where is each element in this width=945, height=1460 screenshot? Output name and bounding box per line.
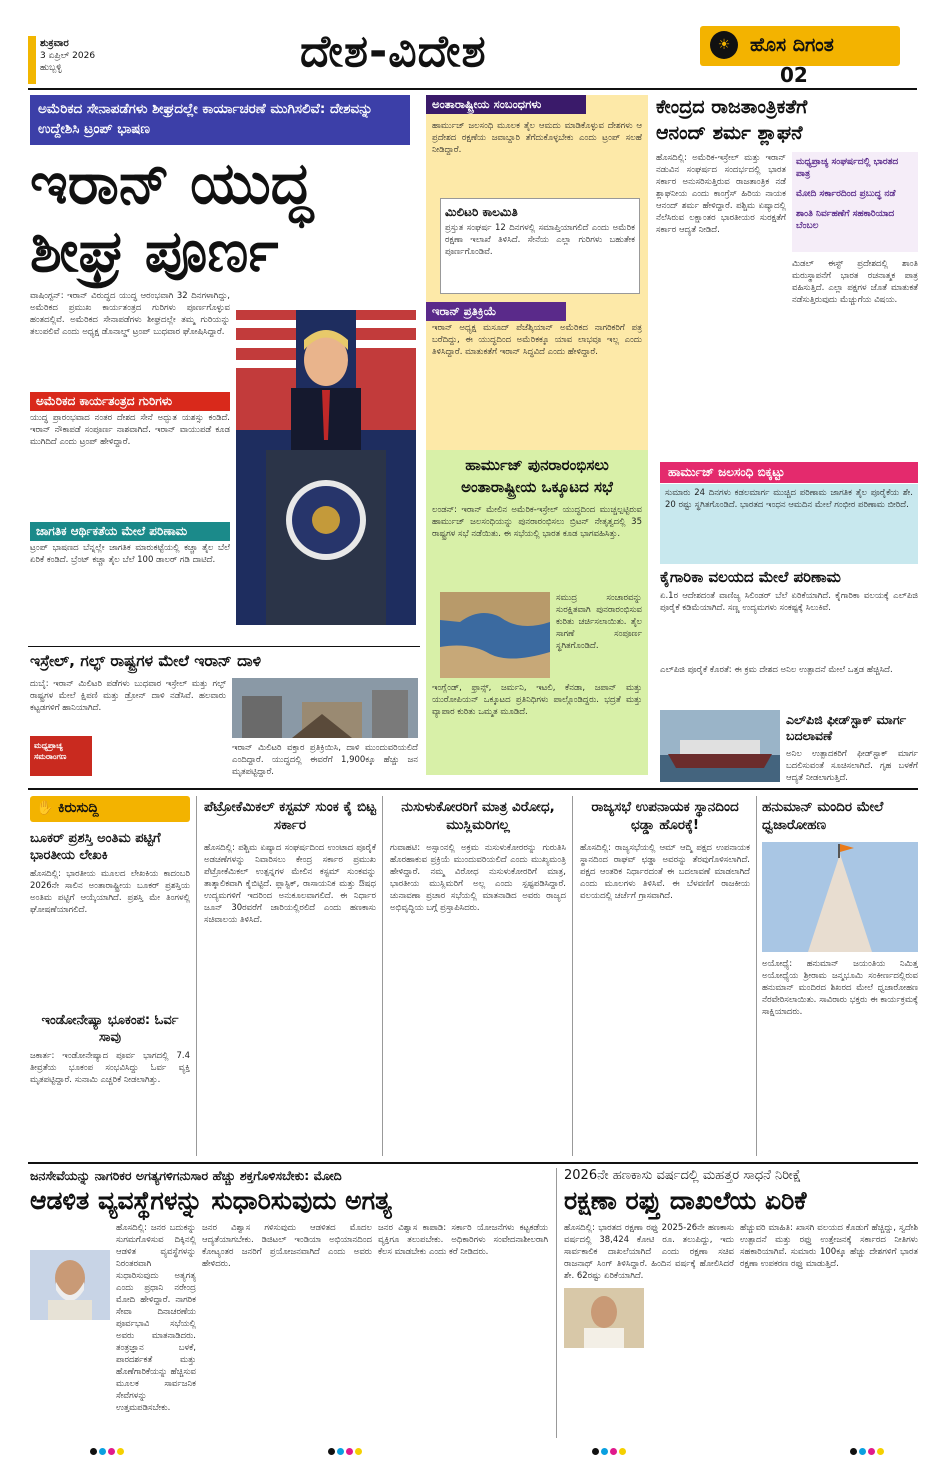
consul-bullet-1: ಮಧ್ಯಪ್ರಾಚ್ಯ ಸಂಘರ್ಷದಲ್ಲಿ ಭಾರತದ ಪಾತ್ರ	[796, 157, 899, 179]
lead-subhead-goals: ಅಮೆರಿಕದ ಕಾರ್ಯತಂತ್ರದ ಗುರಿಗಳು	[30, 392, 230, 411]
briefs-label: ಕಿರುಸುದ್ದಿ	[58, 800, 99, 816]
brief-1-text: ಹೊಸದಿಲ್ಲಿ: ಭಾರತೀಯ ಮೂಲದ ಲೇಖಕಿಯ ಕಾದಂಬರಿ 2026ನೇ ಸಾಲಿನ ಅಂತಾರಾಷ್ಟ್ರೀಯ ಬೂಕರ್ ಪ್ರಶಸ್ತಿಯ ಅಂತಿಮ ಪಟ್ಟಿಗೆ ಆಯ್ಕೆಯಾಗಿದೆ. ಪ್ರಶಸ್ತಿ ಮೇ ತಿಂಗಳಲ್ಲಿ ಘೋಷಣೆಯಾಗಲಿದೆ.	[30, 869, 190, 915]
rajya-headline: ರಾಜ್ಯಸಭೆ ಉಪನಾಯಕ ಸ್ಥಾನದಿಂದ ಛಡ್ಡಾ ಹೊರಕ್ಕೆ!	[591, 799, 739, 833]
petro-headline: ಪೆಟ್ರೋಕೆಮಿಕಲ್ ಕಸ್ಟಮ್ ಸುಂಕ ಕೈ ಬಿಟ್ಟ ಸರ್ಕಾರ	[204, 799, 376, 833]
brief-1-title: ಬೂಕರ್ ಪ್ರಶಸ್ತಿ ಅಂತಿಮ ಪಟ್ಟಿಗೆ ಭಾರತೀಯ ಲೇಖಕಿ	[30, 831, 161, 863]
israel-text2: ಇರಾನ್ ಮಿಲಿಟರಿ ವಕ್ತಾರ ಪ್ರತಿಕ್ರಿಯಿಸಿ, ದಾಳಿ ಮುಂದುವರಿಯಲಿದೆ ಎಂದಿದ್ದಾರೆ. ಯುದ್ಧದಲ್ಲಿ ಈವರೆಗೆ 1,900ಕ್ಕೂ ಹೆಚ್ಚು ಜನ ಮೃತಪಟ್ಟಿದ್ದಾರೆ.	[232, 743, 418, 777]
hormuz-map-caption: ಸಮುದ್ರ ಸಂಚಾರವನ್ನು ಸುರಕ್ಷಿತವಾಗಿ ಪುನರಾರಂಭಿಸುವ ಕುರಿತು ಚರ್ಚಿಸಲಾಯಿತು. ತೈಲ ಸಾಗಣೆ ಸಂಪೂರ್ಣ ಸ್ಥಗಿತಗೊಂಡಿದೆ.	[556, 593, 642, 651]
intl-tag: ಅಂತಾರಾಷ್ಟ್ರೀಯ ಸಂಬಂಧಗಳು	[426, 95, 586, 114]
strait-text: ಸುಮಾರು 24 ದಿನಗಳು ಕಡಲಮಾರ್ಗ ಮುಚ್ಚಿದ ಪರಿಣಾಮ ಜಾಗತಿಕ ತೈಲ ಪೂರೈಕೆಯ ಶೇ. 20 ರಷ್ಟು ಸ್ಥಗಿತಗೊಂಡಿದೆ. ಭಾರತದ ಇಂಧನ ಆಮದಿನ ಮೇಲೆ ಗಂಭೀರ ಪರಿಣಾಮ ಬೀರಿದೆ.	[665, 488, 913, 510]
military-timeline-text: ಪ್ರಸ್ತುತ ಸಂಘರ್ಷ 12 ದಿನಗಳಲ್ಲಿ ಸಮಾಪ್ತಿಯಾಗಲಿದೆ ಎಂದು ಅಮೆರಿಕ ರಕ್ಷಣಾ ಇಲಾಖೆ ತಿಳಿಸಿದೆ. ಸೇನೆಯ ಎಲ್ಲಾ ಗುರಿಗಳು ಬಹುತೇಕ ಪೂರ್ಣಗೊಂಡಿವೆ.	[445, 223, 635, 257]
briefs-hand-icon: ✋	[36, 800, 54, 816]
registration-dots-2	[328, 1440, 364, 1459]
brief-2-title: ಇಂಡೋನೇಷ್ಯಾ ಭೂಕಂಪ: ಓರ್ವ ಸಾವು	[41, 1013, 179, 1045]
lead-kicker: ಅಮೆರಿಕದ ಸೇನಾಪಡೆಗಳು ಶೀಘ್ರದಲ್ಲೇ ಕಾರ್ಯಾಚರಣೆ ಮುಗಿಸಲಿವೆ: ದೇಶವನ್ನು ಉದ್ದೇಶಿಸಿ ಟ್ರಂಪ್ ಭಾಷಣ	[30, 95, 410, 145]
lpg-feedstock-subhead: ಎಲ್‌ಪಿಜಿ ಫೀಡ್‌ಸ್ಟಾಕ್ ಮಾರ್ಗ ಬದಲಾವಣೆ	[786, 712, 907, 743]
header-accent-bar	[28, 36, 36, 84]
header-date: 3 ಏಪ್ರಿಲ್ 2026	[40, 51, 96, 61]
consul-text: ಹೊಸದಿಲ್ಲಿ: ಅಮೆರಿಕ-ಇಸ್ರೇಲ್ ಮತ್ತು ಇರಾನ್ ನಡುವಿನ ಸಂಘರ್ಷದ ಸಂದರ್ಭದಲ್ಲಿ ಭಾರತ ಸರ್ಕಾರ ಅನುಸರಿಸುತ್ತಿರುವ ರಾಜತಾಂತ್ರಿಕ ನಡೆ ಶ್ಲಾಘನೀಯ ಎಂದು ಕಾಂಗ್ರೆಸ್ ಹಿರಿಯ ನಾಯಕ ಆನಂದ್ ಶರ್ಮ ಹೇಳಿದ್ದಾರೆ. ಪಶ್ಚಿಮ ಏಷ್ಯಾದಲ್ಲಿ ನೆಲೆಸಿರುವ ಲಕ್ಷಾಂತರ ಭಾರತೀಯರ ಸುರಕ್ಷತೆಗೆ ಸರ್ಕಾರ ಆದ್ಯತೆ ನೀಡಿದೆ.	[656, 153, 786, 235]
lpg-ship-photo	[660, 710, 780, 782]
petro-col-rule	[382, 796, 383, 1156]
brief-col-rule	[196, 796, 197, 1156]
row2-rule	[28, 788, 918, 790]
hormuz-headline-line1: ಹಾರ್ಮುಜ್ ಪುನರಾರಂಭಿಸಲು	[465, 456, 609, 474]
consul-bullet-2: ಮೋದಿ ಸರ್ಕಾರದಿಂದ ಪ್ರಬುದ್ಧ ನಡೆ	[796, 189, 896, 199]
consul-headline-line1: ಕೇಂದ್ರದ ರಾಜತಾಂತ್ರಿಕತೆಗೆ	[656, 96, 808, 118]
defence-text: ಹೊಸದಿಲ್ಲಿ: ಭಾರತದ ರಕ್ಷಣಾ ರಫ್ತು 2025-26ನೇ ಹಣಕಾಸು ವರ್ಷದಲ್ಲಿ 38,424 ಕೋಟಿ ರೂ. ತಲುಪಿದ್ದು, ಇದು ಸಾರ್ವಕಾಲಿಕ ದಾಖಲೆಯಾಗಿದೆ ಎಂದು ರಕ್ಷಣಾ ಸಚಿವ ರಾಜನಾಥ್ ಸಿಂಗ್ ತಿಳಿಸಿದ್ದಾರೆ. ಹಿಂದಿನ ವರ್ಷಕ್ಕೆ ಹೋಲಿಸಿದರೆ ಶೇ. 62ರಷ್ಟು ಏರಿಕೆಯಾಗಿದೆ.	[564, 1223, 734, 1281]
lead-goals-text: ಯುದ್ಧ ಪ್ರಾರಂಭವಾದ ನಂತರ ದೇಶದ ಸೇನೆ ಅದ್ಭುತ ಯಶಸ್ಸು ಕಂಡಿದೆ. ಇರಾನ್ ನೌಕಾಪಡೆ ಸಂಪೂರ್ಣ ನಾಶವಾಗಿದೆ. ಇರಾನ್ ವಾಯುಪಡೆ ಕೂಡ ಮುಗಿದಿದೆ ಎಂದು ಟ್ರಂಪ್ ಹೇಳಿದ್ದಾರೆ.	[30, 413, 230, 447]
temple-photo	[762, 842, 918, 952]
israel-headline: ಇಸ್ರೇಲ್, ಗಲ್ಫ್ ರಾಷ್ಟ್ರಗಳ ಮೇಲೆ ಇರಾನ್ ದಾಳಿ	[30, 652, 262, 670]
hormuz-map-illustration	[440, 592, 550, 678]
lead-headline-line2: ಶೀಘ್ರ ಪೂರ್ಣ	[30, 217, 279, 285]
lead-headline-line1: ಇರಾನ್ ಯುದ್ಧ	[30, 149, 313, 217]
section-title: ದೇಶ-ವಿದೇಶ	[300, 26, 487, 77]
temple-photo-illustration	[762, 842, 918, 952]
consul-headline-line2: ಆನಂದ್ ಶರ್ಮ ಶ್ಲಾಘನೆ	[656, 122, 803, 144]
registration-dots-3	[592, 1440, 628, 1459]
attack-photo-illustration	[232, 678, 418, 738]
modi-text: ಹೊಸದಿಲ್ಲಿ: ಜನರ ಬದುಕನ್ನು ಸುಗಮಗೊಳಿಸುವ ದಿಕ್ಕಿನಲ್ಲಿ ಆಡಳಿತ ವ್ಯವಸ್ಥೆಗಳನ್ನು ನಿರಂತರವಾಗಿ ಸುಧಾರಿಸುವುದು ಅತ್ಯಗತ್ಯ ಎಂದು ಪ್ರಧಾನಿ ನರೇಂದ್ರ ಮೋದಿ ಹೇಳಿದ್ದಾರೆ. ನಾಗರಿಕ ಸೇವಾ ದಿನಾಚರಣೆಯ ಪೂರ್ವಭಾವಿ ಸಭೆಯಲ್ಲಿ ಅವರು ಮಾತನಾಡಿದರು. ತಂತ್ರಜ್ಞಾನ ಬಳಕೆ, ಪಾರದರ್ಶಕತೆ ಮತ್ತು ಹೊಣೆಗಾರಿಕೆಯನ್ನು ಹೆಚ್ಚಿಸುವ ಮೂಲಕ ಸಾರ್ವಜನಿಕ ಸೇವೆಗಳನ್ನು ಉತ್ತಮಪಡಿಸಬೇಕು.	[116, 1223, 196, 1413]
military-timeline-box	[440, 198, 640, 294]
hormuz-map	[440, 592, 550, 678]
consul-text2: ಮಿಡಲ್ ಈಸ್ಟ್ ಪ್ರದೇಶದಲ್ಲಿ ಶಾಂತಿ ಮರುಸ್ಥಾಪನೆಗೆ ಭಾರತ ರಚನಾತ್ಮಕ ಪಾತ್ರ ವಹಿಸುತ್ತಿದೆ. ಎಲ್ಲಾ ಪಕ್ಷಗಳ ಜೊತೆ ಮಾತುಕತೆ ನಡೆಸುತ್ತಿರುವುದು ಮೆಚ್ಚುಗೆಯ ವಿಷಯ.	[792, 259, 918, 305]
iran-response-subhead: ಇರಾನ್ ಪ್ರತಿಕ್ರಿಯೆ	[426, 302, 566, 321]
modi-photo-illustration	[30, 1250, 110, 1320]
israel-rule	[28, 646, 420, 647]
rajya-text: ಹೊಸದಿಲ್ಲಿ: ರಾಜ್ಯಸಭೆಯಲ್ಲಿ ಆಮ್ ಆದ್ಮಿ ಪಕ್ಷದ ಉಪನಾಯಕ ಸ್ಥಾನದಿಂದ ರಾಘವ್ ಛಡ್ಡಾ ಅವರನ್ನು ತೆರವುಗೊಳಿಸಲಾಗಿದೆ. ಪಕ್ಷದ ಆಂತರಿಕ ನಿರ್ಧಾರದಂತೆ ಈ ಬದಲಾವಣೆ ಮಾಡಲಾಗಿದೆ ಎಂದು ಮೂಲಗಳು ತಿಳಿಸಿವೆ. ಈ ಬೆಳವಣಿಗೆ ರಾಜಕೀಯ ವಲಯದಲ್ಲಿ ಚರ್ಚೆಗೆ ಗ್ರಾಸವಾಗಿದೆ.	[580, 843, 750, 901]
defence-headline: ರಕ್ಷಣಾ ರಫ್ತು ದಾಖಲೆಯ ಏರಿಕೆ	[564, 1186, 807, 1215]
lpg-ship-illustration	[660, 710, 780, 782]
israel-text: ದುಬೈ: ಇರಾನ್ ಮಿಲಿಟರಿ ಪಡೆಗಳು ಬುಧವಾರ ಇಸ್ರೇಲ್ ಮತ್ತು ಗಲ್ಫ್ ರಾಷ್ಟ್ರಗಳ ಮೇಲೆ ಕ್ಷಿಪಣಿ ಮತ್ತು ಡ್ರೋನ್ ದಾಳಿ ನಡೆಸಿವೆ. ಹಲವಾರು ಕಟ್ಟಡಗಳಿಗೆ ಹಾನಿಯಾಗಿದೆ.	[30, 679, 226, 713]
rajnath-photo	[564, 1288, 644, 1348]
header-dateline	[40, 38, 95, 74]
strait-band: ಹಾರ್ಮುಜ್ ಜಲಸಂಧಿ ಬಿಕ್ಕಟ್ಟು	[660, 462, 918, 483]
lpg-feedstock-text: ಅನಿಲ ಉತ್ಪಾದಕರಿಗೆ ಫೀಡ್‌ಸ್ಟಾಕ್ ಮಾರ್ಗ ಬದಲಿಸುವಂತೆ ಸೂಚಿಸಲಾಗಿದೆ. ಗೃಹ ಬಳಕೆಗೆ ಆದ್ಯತೆ ನೀಡಲಾಗುತ್ತಿದೆ.	[786, 749, 918, 783]
hormuz-text2: ಇಂಗ್ಲೆಂಡ್, ಫ್ರಾನ್ಸ್, ಜರ್ಮನಿ, ಇಟಲಿ, ಕೆನಡಾ, ಜಪಾನ್ ಮತ್ತು ಯುರೋಪಿಯನ್ ಒಕ್ಕೂಟದ ಪ್ರತಿನಿಧಿಗಳು ಪಾಲ್ಗೊಂಡಿದ್ದರು. ಭದ್ರತೆ ಮತ್ತು ವ್ಯಾಪಾರ ಕುರಿತು ಒಮ್ಮತ ಮೂಡಿದೆ.	[432, 683, 642, 717]
defence-text2: ಹೆಚ್ಚುವರಿ ಮಾಹಿತಿ: ಖಾಸಗಿ ವಲಯದ ಕೊಡುಗೆ ಹೆಚ್ಚಿದ್ದು, ಸ್ವದೇಶಿ ಉತ್ಪಾದನೆ ಮತ್ತು ರಫ್ತು ಉತ್ತೇಜನಕ್ಕೆ ಸರ್ಕಾರದ ನೀತಿಗಳು ಸಹಕಾರಿಯಾಗಿವೆ. ಸುಮಾರು 100ಕ್ಕೂ ಹೆಚ್ಚು ದೇಶಗಳಿಗೆ ಭಾರತ ರಕ್ಷಣಾ ಉಪಕರಣ ರಫ್ತು ಮಾಡುತ್ತಿದೆ.	[740, 1223, 918, 1269]
protest-headline: ನುಸುಳುಕೋರರಿಗೆ ಮಾತ್ರ ವಿರೋಧ, ಮುಸ್ಲಿಮರಿಗಲ್ಲ	[401, 799, 555, 833]
protest-text: ಗುವಾಹಟಿ: ಅಸ್ಸಾಂನಲ್ಲಿ ಅಕ್ರಮ ನುಸುಳುಕೋರರನ್ನು ಗುರುತಿಸಿ ಹೊರಹಾಕುವ ಪ್ರಕ್ರಿಯೆ ಮುಂದುವರಿಯಲಿದೆ ಎಂದು ಮುಖ್ಯಮಂತ್ರಿ ಹೇಳಿದ್ದಾರೆ. ನಮ್ಮ ವಿರೋಧ ನುಸುಳುಕೋರರಿಗೆ ಮಾತ್ರ, ಭಾರತೀಯ ಮುಸ್ಲಿಮರಿಗೆ ಅಲ್ಲ ಎಂದು ಸ್ಪಷ್ಟಪಡಿಸಿದ್ದಾರೆ. ಚುನಾವಣಾ ಪ್ರಚಾರ ಸಭೆಯಲ್ಲಿ ಮಾತನಾಡಿದ ಅವರು ರಾಜ್ಯದ ಅಭಿವೃದ್ಧಿಯ ಬಗ್ಗೆ ಪ್ರಸ್ತಾಪಿಸಿದರು.	[390, 843, 566, 913]
row3-rule	[28, 1162, 918, 1164]
modi-photo	[30, 1250, 110, 1320]
hormuz-text: ಲಂಡನ್: ಇರಾನ್ ಮೇಲಿನ ಅಮೆರಿಕ-ಇಸ್ರೇಲ್ ಯುದ್ಧದಿಂದ ಮುಚ್ಚಲ್ಪಟ್ಟಿರುವ ಹಾರ್ಮುಜ್ ಜಲಸಂಧಿಯನ್ನು ಪುನರಾರಂಭಿಸಲು ಬ್ರಿಟನ್ ನೇತೃತ್ವದಲ್ಲಿ 35 ರಾಷ್ಟ್ರಗಳ ಸಭೆ ನಡೆಯಿತು. ಈ ಸಭೆಯಲ್ಲಿ ಭಾರತ ಕೂಡ ಭಾಗವಹಿಸಿತ್ತು.	[432, 505, 642, 539]
intl-text: ಹಾರ್ಮುಜ್ ಜಲಸಂಧಿ ಮೂಲಕ ತೈಲ ಆಮದು ಮಾಡಿಕೊಳ್ಳುವ ದೇಶಗಳು ಆ ಪ್ರದೇಶದ ರಕ್ಷಣೆಯ ಜವಾಬ್ದಾರಿ ತೆಗೆದುಕೊಳ್ಳಬೇಕು ಎಂದು ಟ್ರಂಪ್ ಸಲಹೆ ನೀಡಿದ್ದಾರೆ.	[432, 121, 642, 155]
brief-2-text: ಜಕಾರ್ತ: ಇಂಡೋನೇಷ್ಯಾದ ಪೂರ್ವ ಭಾಗದಲ್ಲಿ 7.4 ತೀವ್ರತೆಯ ಭೂಕಂಪ ಸಂಭವಿಸಿದ್ದು ಓರ್ವ ವ್ಯಕ್ತಿ ಮೃತಪಟ್ಟಿದ್ದಾರೆ. ಸುನಾಮಿ ಎಚ್ಚರಿಕೆ ನೀಡಲಾಗಿತ್ತು.	[30, 1051, 190, 1085]
header-city: ಹುಬ್ಬಳ್ಳಿ	[40, 63, 62, 73]
registration-dots-4	[850, 1440, 886, 1459]
consul-bullet-box	[792, 152, 918, 252]
iran-response-text: ಇರಾನ್ ಅಧ್ಯಕ್ಷ ಮಸೂದ್ ಪೆಜೆಶ್ಕಿಯಾನ್ ಅಮೆರಿಕದ ನಾಗರಿಕರಿಗೆ ಪತ್ರ ಬರೆದಿದ್ದು, ಈ ಯುದ್ಧದಿಂದ ಅಮೆರಿಕಕ್ಕೂ ಯಾವ ಲಾಭವೂ ಇಲ್ಲ ಎಂದು ತಿಳಿಸಿದ್ದಾರೆ. ಮಾತುಕತೆಗೆ ಇರಾನ್ ಸಿದ್ಧವಿದೆ ಎಂದು ಹೇಳಿದ್ದಾರೆ.	[432, 323, 642, 357]
middle-east-war-badge	[30, 736, 92, 776]
strait-box	[660, 484, 918, 564]
temple-text: ಅಯೋಧ್ಯೆ: ಹನುಮಾನ್ ಜಯಂತಿಯ ನಿಮಿತ್ತ ಅಯೋಧ್ಯೆಯ ಶ್ರೀರಾಮ ಜನ್ಮಭೂಮಿ ಸಂಕೀರ್ಣದಲ್ಲಿರುವ ಹನುಮಾನ್ ಮಂದಿರದ ಶಿಖರದ ಮೇಲೆ ಧ್ವಜಾರೋಹಣ ನೆರವೇರಿಸಲಾಯಿತು. ಸಾವಿರಾರು ಭಕ್ತರು ಈ ಕಾರ್ಯಕ್ರಮಕ್ಕೆ ಸಾಕ್ಷಿಯಾದರು.	[762, 959, 918, 1017]
lead-intro: ವಾಷಿಂಗ್ಟನ್: ಇರಾನ್ ವಿರುದ್ಧದ ಯುದ್ಧ ಆರಂಭವಾಗಿ 32 ದಿನಗಳಾಗಿದ್ದು, ಅಮೆರಿಕದ ಪ್ರಮುಖ ಕಾರ್ಯತಂತ್ರದ ಗುರಿಗಳು ಪೂರ್ಣಗೊಳ್ಳುವ ಹಂತದಲ್ಲಿವೆ. ಅಮೆರಿಕದ ಸೇನಾಪಡೆಗಳು ಶೀಘ್ರದಲ್ಲೇ ತಮ್ಮ ಗುರಿಯನ್ನು ತಲುಪಲಿವೆ ಎಂದು ಅಧ್ಯಕ್ಷ ಡೊನಾಲ್ಡ್ ಟ್ರಂಪ್ ಬುಧವಾರ ಘೋಷಿಸಿದ್ದಾರೆ.	[30, 291, 230, 337]
modi-col-rule	[556, 1168, 557, 1438]
protest-col-rule	[572, 796, 573, 1156]
industry-text: ಏ.1ರ ಆದೇಶದಂತೆ ವಾಣಿಜ್ಯ ಸಿಲಿಂಡರ್ ಬೆಲೆ ಏರಿಕೆಯಾಗಿದೆ. ಕೈಗಾರಿಕಾ ವಲಯಕ್ಕೆ ಎಲ್‌ಪಿಜಿ ಪೂರೈಕೆ ಕಡಿಮೆಯಾಗಿದೆ. ಸಣ್ಣ ಉದ್ಯಮಗಳು ಸಂಕಷ್ಟಕ್ಕೆ ಸಿಲುಕಿವೆ.	[660, 591, 918, 613]
petro-text: ಹೊಸದಿಲ್ಲಿ: ಪಶ್ಚಿಮ ಏಷ್ಯಾದ ಸಂಘರ್ಷದಿಂದ ಉಂಟಾದ ಪೂರೈಕೆ ಅಡಚಣೆಗಳನ್ನು ನಿವಾರಿಸಲು ಕೇಂದ್ರ ಸರ್ಕಾರ ಪ್ರಮುಖ ಪೆಟ್ರೋಕೆಮಿಕಲ್ ಉತ್ಪನ್ನಗಳ ಮೇಲಿನ ಕಸ್ಟಮ್ ಸುಂಕವನ್ನು ತಾತ್ಕಾಲಿಕವಾಗಿ ಕೈಬಿಟ್ಟಿದೆ. ಪ್ಲಾಸ್ಟಿಕ್, ರಾಸಾಯನಿಕ ಮತ್ತು ಔಷಧ ಉದ್ಯಮಗಳಿಗೆ ಇದರಿಂದ ಅನುಕೂಲವಾಗಲಿದೆ. ಈ ನಿರ್ಧಾರ ಜೂನ್ 30ರವರೆಗೆ ಜಾರಿಯಲ್ಲಿರಲಿದೆ ಎಂದು ಹಣಕಾಸು ಸಚಿವಾಲಯ ತಿಳಿಸಿದೆ.	[204, 843, 376, 925]
modi-kicker: ಜನಸೇವೆಯನ್ನು ನಾಗರಿಕರ ಅಗತ್ಯಗಳಿಗನುಸಾರ ಹೆಚ್ಚು ಶಕ್ತಗೊಳಿಸಬೇಕು: ಮೋದಿ	[30, 1168, 342, 1183]
consul-bullet-3: ಶಾಂತಿ ನಿರ್ವಹಣೆಗೆ ಸಹಕಾರಿಯಾದ ಬೆಂಬಲ	[796, 209, 895, 231]
trump-photo-illustration	[236, 310, 416, 625]
military-timeline-title: ಮಿಲಿಟರಿ ಕಾಲಮಿತಿ	[445, 205, 518, 219]
registration-dots-1	[90, 1440, 126, 1459]
rajnath-photo-illustration	[564, 1288, 644, 1348]
masthead-logo-icon: ☀	[710, 31, 738, 59]
temple-headline: ಹನುಮಾನ್ ಮಂದಿರ ಮೇಲೆ ಧ್ವಜಾರೋಹಣ	[762, 799, 884, 833]
attack-photo	[232, 678, 418, 738]
lead-subhead-economy: ಜಾಗತಿಕ ಆರ್ಥಿಕತೆಯ ಮೇಲೆ ಪರಿಣಾಮ	[30, 522, 230, 541]
briefs-label-bg	[30, 796, 190, 822]
israel-continued	[96, 736, 226, 778]
modi-text3: ಜನರ ವಿಶ್ವಾಸ ಕಾಪಾಡಿ: ಸರ್ಕಾರಿ ಯೋಜನೆಗಳು ಕಟ್ಟಕಡೆಯ ವ್ಯಕ್ತಿಗೂ ತಲುಪಬೇಕು. ಅಧಿಕಾರಿಗಳು ಸಂವೇದನಾಶೀಲರಾಗಿ ಕೆಲಸ ಮಾಡಬೇಕು ಎಂದು ಕರೆ ನೀಡಿದರು.	[378, 1223, 548, 1257]
masthead-title: ಹೊಸ ದಿಗಂತ	[750, 34, 834, 56]
defence-kicker: 2026ನೇ ಹಣಕಾಸು ವರ್ಷದಲ್ಲಿ ಮಹತ್ತರ ಸಾಧನೆ ನಿರೀಕ್ಷೆ	[564, 1168, 802, 1183]
lead-economy-text: ಟ್ರಂಪ್ ಭಾಷಣದ ಬೆನ್ನಲ್ಲೇ ಜಾಗತಿಕ ಮಾರುಕಟ್ಟೆಯಲ್ಲಿ ಕಚ್ಚಾ ತೈಲ ಬೆಲೆ ಏರಿಕೆ ಕಂಡಿದೆ. ಬ್ರೆಂಟ್ ಕಚ್ಚಾ ತೈಲ ಬೆಲೆ 100 ಡಾಲರ್ ಗಡಿ ದಾಟಿದೆ.	[30, 543, 230, 565]
lpg-shortage-text: ಎಲ್‌ಪಿಜಿ ಪೂರೈಕೆ ಕೊರತೆ: ಈ ಕ್ರಮ ದೇಶದ ಅನಿಲ ಉತ್ಪಾದನೆ ಮೇಲೆ ಒತ್ತಡ ಹೆಚ್ಚಿಸಿದೆ.	[660, 665, 893, 675]
header-day: ಶುಕ್ರವಾರ	[40, 38, 69, 49]
modi-text2: ಜನರ ವಿಶ್ವಾಸ ಗಳಿಸುವುದು ಆಡಳಿತದ ಮೊದಲ ಆದ್ಯತೆಯಾಗಬೇಕು. ಡಿಜಿಟಲ್ ಇಂಡಿಯಾ ಅಭಿಯಾನದಿಂದ ಕೋಟ್ಯಂತರ ಜನರಿಗೆ ಪ್ರಯೋಜನವಾಗಿದೆ ಎಂದು ಅವರು ಹೇಳಿದರು.	[202, 1223, 372, 1269]
modi-headline: ಆಡಳಿತ ವ್ಯವಸ್ಥೆಗಳನ್ನು ಸುಧಾರಿಸುವುದು ಅಗತ್ಯ	[30, 1186, 392, 1215]
trump-photo	[236, 310, 416, 625]
middle-east-war-badge-label: ಮಧ್ಯಪ್ರಾಚ್ಯ ಸಮರಾಂಗಣ	[34, 741, 67, 761]
header-rule	[28, 88, 917, 90]
hormuz-headline-line2: ಅಂತಾರಾಷ್ಟ್ರೀಯ ಒಕ್ಕೂಟದ ಸಭೆ	[461, 478, 613, 496]
rajya-col-rule	[756, 796, 757, 1156]
page-number: 02	[780, 63, 808, 87]
industry-headline: ಕೈಗಾರಿಕಾ ವಲಯದ ಮೇಲೆ ಪರಿಣಾಮ	[660, 568, 841, 586]
